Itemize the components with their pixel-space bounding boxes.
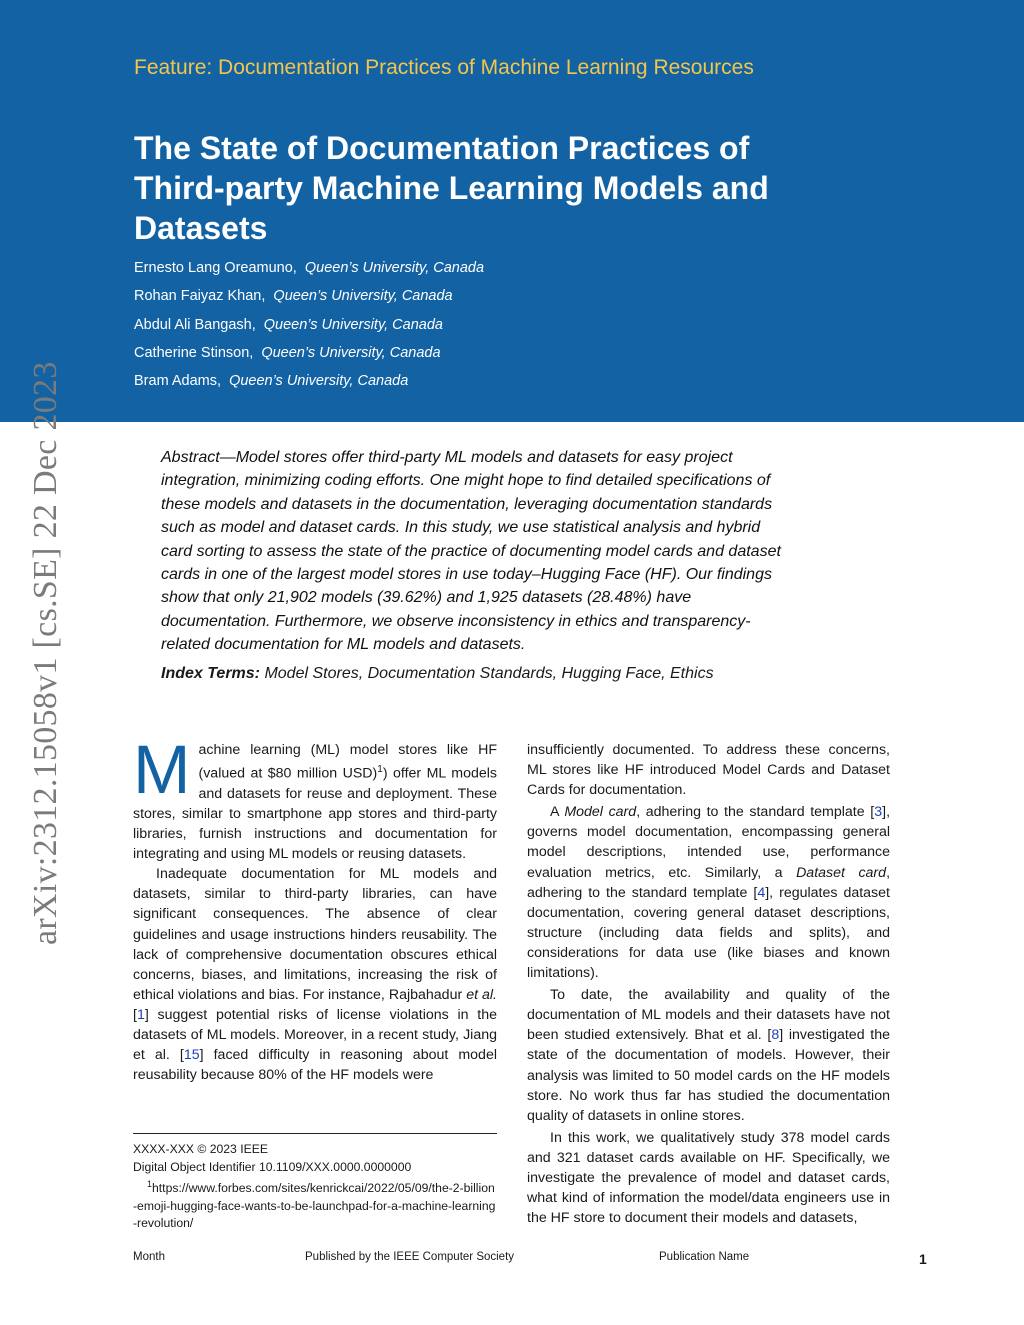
body-text: Dataset card (796, 864, 887, 881)
footer-publication: Publication Name (659, 1251, 750, 1263)
body-text: , regulates dataset documentation, covering general dataset descriptions, structure (including data fields and splits), and considerations for data use (like biases and known limitations). (527, 884, 890, 982)
body-text: , governs model documentation, encompassing general model descriptions, intended use, performance evaluation metrics, etc. Similarly, a (527, 804, 891, 881)
body-paragraph: insufficiently documented. To address these concerns, ML stores like HF introduced Model Cards and Dataset Cards for documentation. (527, 742, 890, 799)
footnote-url[interactable]: https://www.forbes.com/sites/kenrickcai/2022/05/09/the-2-billion-emoji-hugging-face-wants-to-be-launchpad-for-a-machine-learning-revolution/ (133, 1181, 496, 1231)
body-paragraph: In this work, we qualitatively study 378 model cards and 321 dataset cards available on HF. Specifically, we investigate the prevalence of model and dataset cards, what kind of information the model/data engineers use in the HF store to document their models and datasets, (527, 1129, 890, 1227)
author-affiliation: Queen’s University, Canada (229, 373, 409, 390)
author-item (134, 317, 484, 345)
body-text: A (550, 804, 565, 821)
page-number: 1 (919, 1251, 927, 1267)
author-item (134, 373, 484, 401)
body-text: achine learning (ML) model stores like HF (valued at $80 million USD) (198, 742, 497, 782)
body-column-left (133, 731, 497, 1085)
author-affiliation: Queen’s University, Canada (273, 288, 453, 305)
citation-link[interactable]: 3 (874, 804, 883, 821)
body-column-right (527, 740, 890, 1228)
author-item (134, 260, 484, 288)
author-name: Rohan Faiyaz Khan, (134, 288, 266, 305)
header-banner (0, 0, 1024, 422)
body-paragraph: Inadequate documentation for ML models and datasets, similar to third-party libraries, can have significant consequences. The absence of clear guidelines and usage instructions hinders reusability. The lack of comprehensive documentation obscures ethical concerns, biases, and limitations, increasing the risk of ethical violations and bias. For instance, Rajbahadur et al. [1] suggest potential risks of license violations in the datasets of ML models. Moreover, in a recent study, Jiang et al. [15] faced difficulty in reasoning about model reusability because 80% of the HF models were (133, 866, 497, 1084)
index-terms (161, 662, 801, 685)
footnote-ref[interactable]: 1 (377, 764, 383, 776)
footnote-separator (133, 1133, 497, 1134)
body-text: investigated the state of the documentation of models. However, their analysis was limited to 50 model cards on the HF models store. No work thus far has studied the documentation quality of datasets in online stores. (527, 1027, 890, 1124)
footer-month: Month (133, 1251, 165, 1263)
body-text: , adhering to the standard template (527, 864, 891, 901)
body-text: Model card (564, 804, 637, 821)
paper-title: The State of Documentation Practices of Third-party Machine Learning Models and Datasets (134, 130, 769, 246)
body-text: et al. (466, 986, 497, 1003)
body-text: faced difficulty in reasoning about model reusability because 80% of the HF models were (133, 1047, 497, 1084)
drop-cap: M (133, 731, 191, 808)
footnote-mark: 1 (147, 1179, 153, 1189)
arxiv-stamp: arXiv:2312.15058v1 [cs.SE] 22 Dec 2023 (27, 361, 64, 945)
body-text: suggest potential risks of license violations in the datasets of ML models. Moreover, in a recent study, Jiang et al. (133, 1006, 497, 1064)
author-affiliation: Queen’s University, Canada (304, 260, 485, 276)
citation-link[interactable]: 15 (183, 1047, 200, 1064)
author-name: Abdul Ali Bangash, (134, 316, 256, 333)
author-name: Catherine Stinson, (134, 344, 254, 361)
footer-publisher: Published by the IEEE Computer Society (305, 1251, 515, 1263)
body-text: ) offer ML models and datasets for reuse and deployment. These stores, similar to smartphone app stores and third-party libraries, furnish instructions and documentation for integrating and using ML models or reusing datasets. (133, 765, 497, 863)
body-paragraph: A Model card, adhering to the standard template [3], governs model documentation, encompassing general model descriptions, intended use, performance evaluation metrics, etc. Similarly, a Dataset card, adhering to the standard template [4], regulates dataset documentation, covering general dataset descriptions, structure (including data fields and splits), and considerations for data use (like biases and known limitations). (527, 804, 891, 982)
author-item (134, 288, 484, 316)
doi-line: Digital Object Identifier 10.1109/XXX.0000.0000000 (133, 1159, 412, 1174)
index-terms-text: Model Stores, Documentation Standards, Hugging Face, Ethics (264, 665, 714, 682)
author-list (134, 260, 484, 401)
body-paragraph: To date, the availability and quality of the documentation of ML models and their datasets have not been studied extensively. Bhat et al. [8] investigated the state of the documentation of models. However, their analysis was limited to 50 model cards on the HF models store. No work thus far has studied the documentation quality of datasets in online stores. (527, 987, 890, 1124)
copyright-line: XXXX-XXX © 2023 IEEE (133, 1142, 268, 1156)
feature-label: Feature: Documentation Practices of Machine Learning Resources (134, 56, 754, 79)
abstract: Abstract—Model stores offer third-party ML models and datasets for easy project integration, minimizing coding efforts. One might hope to find detailed specifications of these models and datasets in the documentation, leveraging documentation standards such as model and dataset cards. In this study, we use statistical analysis and hybrid card sorting to assess the state of the practice of documenting model cards and dataset cards in one of the largest model stores in use today–Hugging Face (HF). Our findings show that only 21,902 models (39.62%) and 1,925 datasets (28.48%) have documentation. Furthermore, we observe inconsistency in ethics and transparency-related documentation for ML models and datasets. (161, 449, 781, 654)
author-affiliation: Queen’s University, Canada (261, 344, 441, 361)
author-name: Bram Adams, (134, 373, 222, 390)
author-affiliation: Queen’s University, Canada (263, 316, 443, 333)
body-text: To date, the availability and quality of the documentation of ML models and their datasets have not been studied extensively. Bhat et al. (527, 987, 890, 1044)
footnotes (133, 1141, 497, 1233)
body-text: , adhering to the standard template (636, 804, 871, 821)
index-terms-label: Index Terms: (161, 665, 260, 682)
citation-link[interactable]: 1 (136, 1006, 145, 1023)
body-text: Inadequate documentation for ML models and datasets, similar to third-party libraries, can have significant consequences. The absence of clear guidelines and usage instructions hinders reusability. The lack of comprehensive documentation obscures ethical concerns, biases, and limitations, increasing the risk of ethical violations and bias. For instance, Rajbahadur (133, 866, 497, 1003)
footnote-1 (133, 1176, 497, 1233)
author-item (134, 345, 484, 373)
citation-link[interactable]: 4 (757, 884, 766, 901)
citation-link[interactable]: 8 (771, 1027, 780, 1044)
body-paragraph (133, 731, 497, 864)
author-name: Ernesto Lang Oreamuno, (134, 260, 297, 276)
